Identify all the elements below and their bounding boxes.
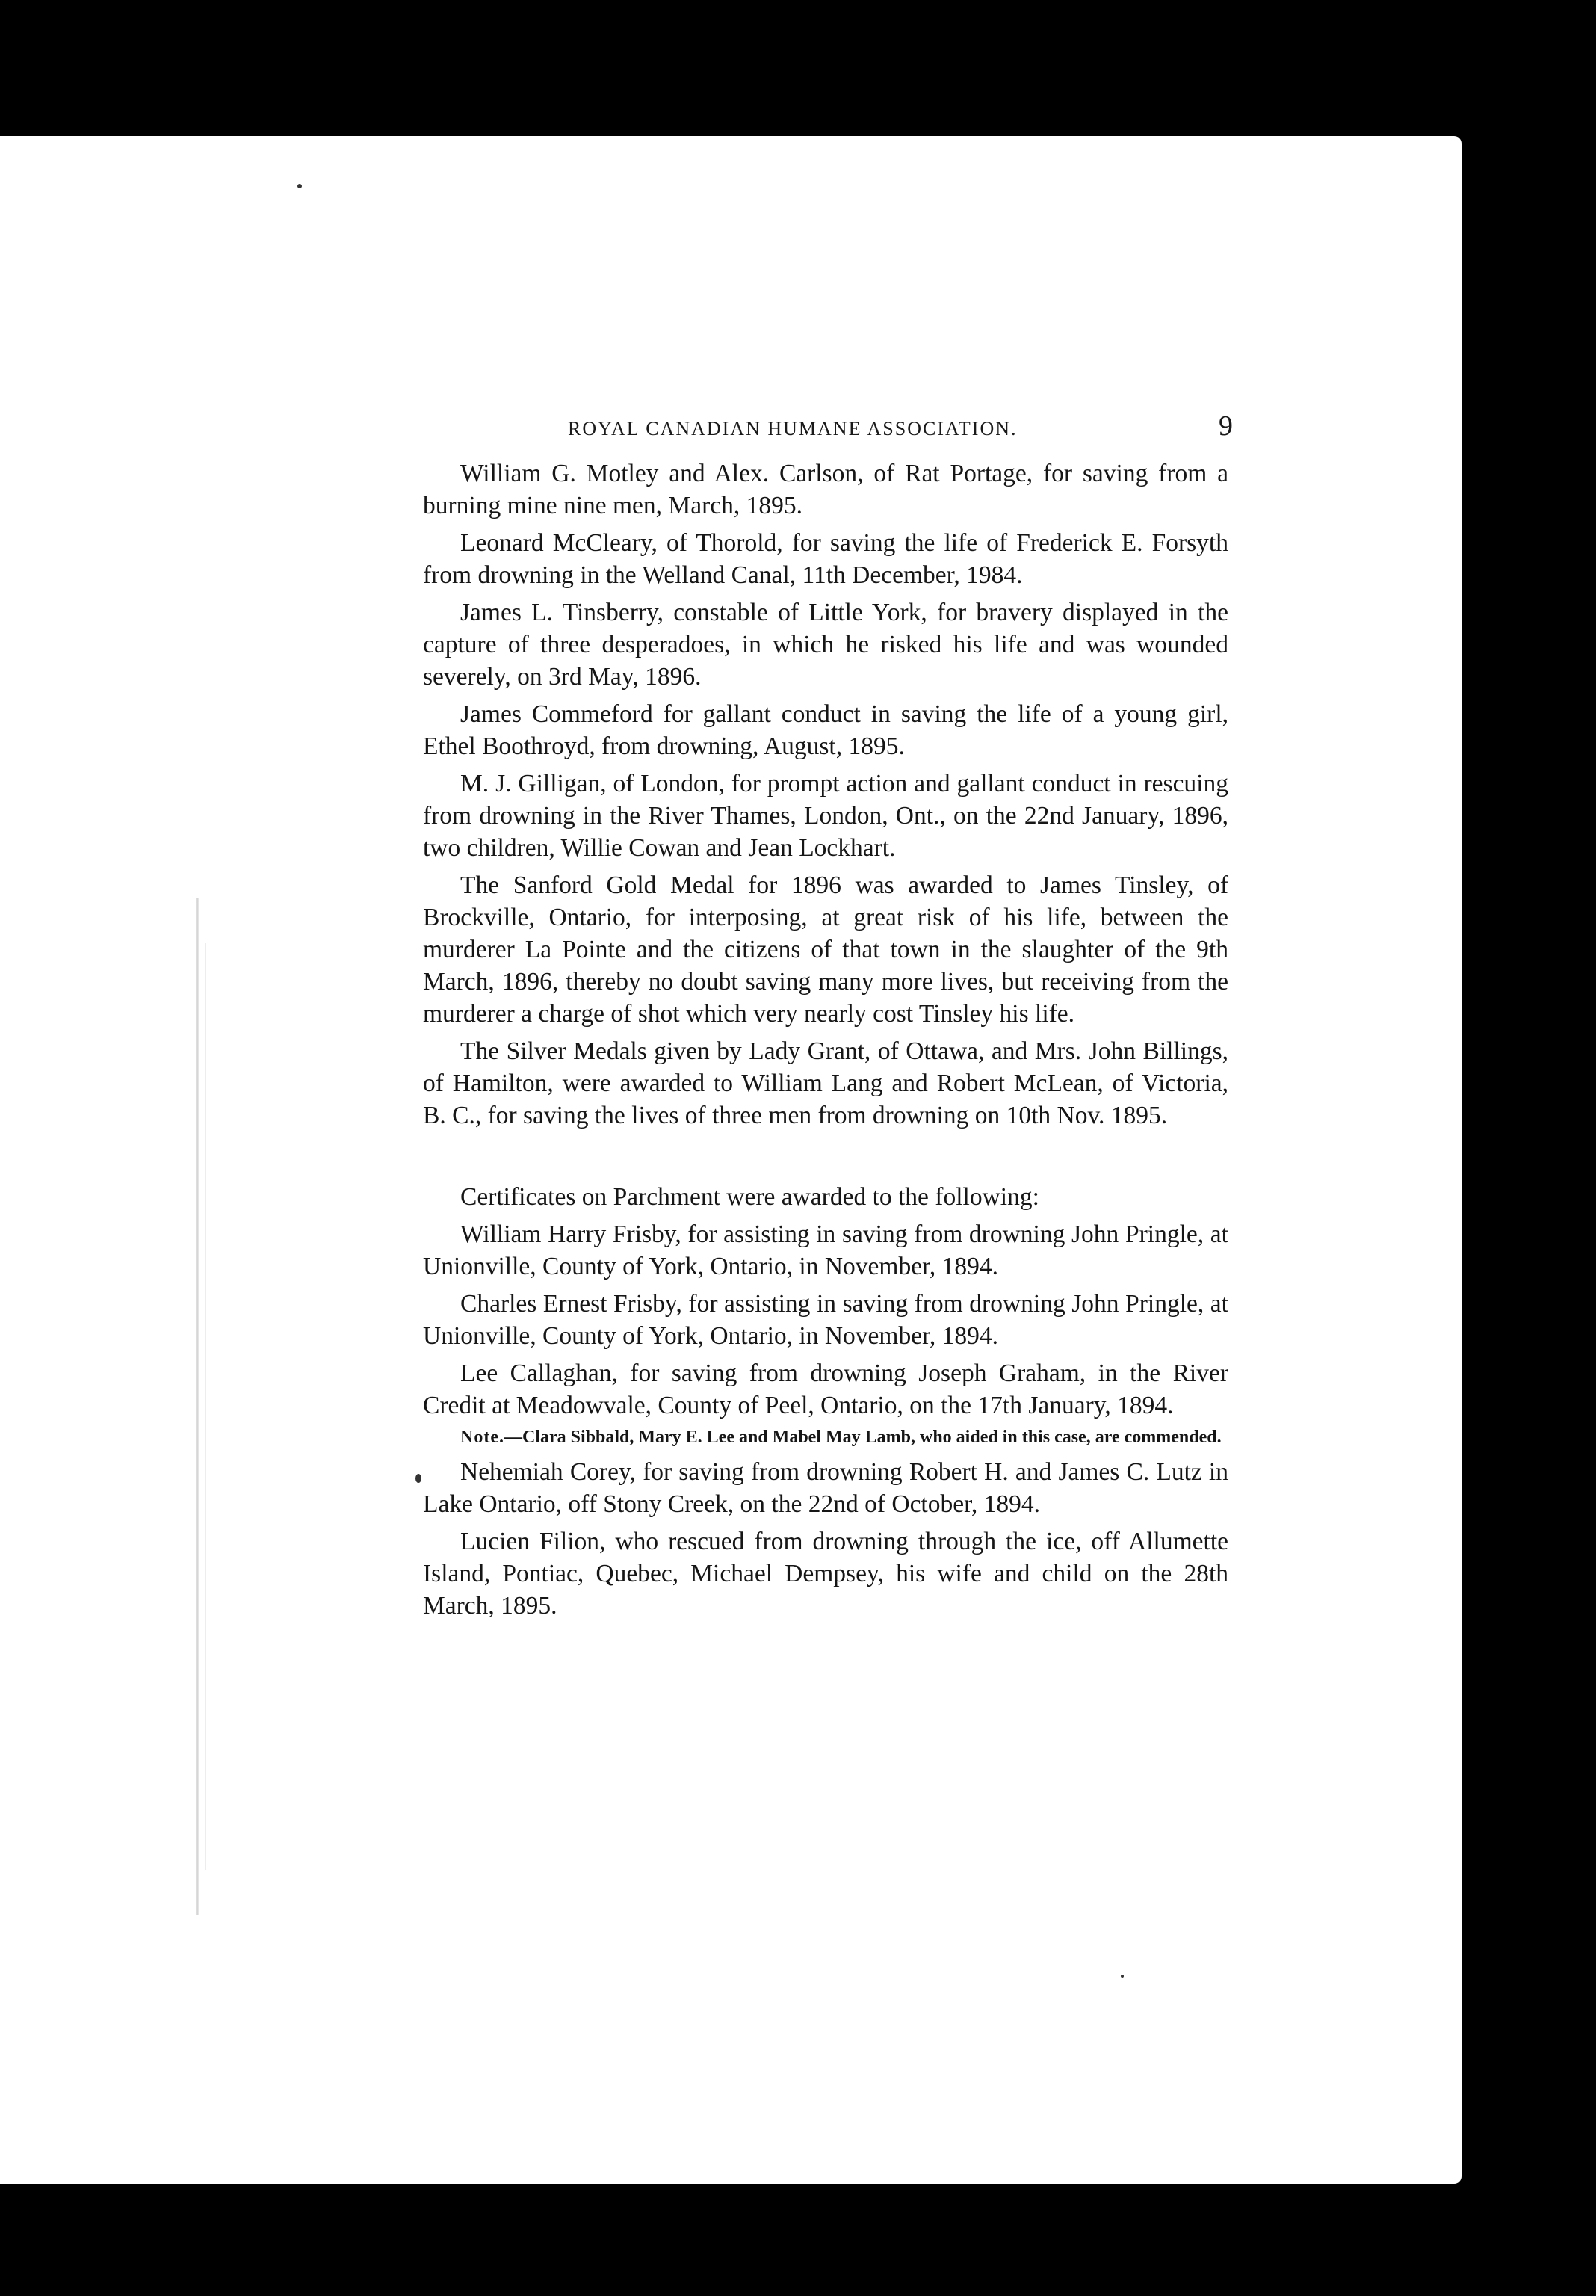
header-title: ROYAL CANADIAN HUMANE ASSOCIATION. — [568, 418, 1018, 439]
paragraph: James L. Tinsberry, constable of Little York, for bravery displayed in the capture of three desperadoes, in which he risked his life and was wounded severely, on 3rd May, 1896. — [423, 599, 1228, 691]
paragraph: The Silver Medals given by Lady Grant, of Ottawa, and Mrs. John Billings, of Hamilton, were awarded to William Lang and Robert McLean, of Victoria, B. C., for saving the lives of three men from drowning on 10th Nov. 1895. — [423, 1037, 1228, 1129]
paragraph: James Commeford for gallant conduct in saving the life of a young girl, Ethel Boothroyd, from drowning, August, 1895. — [423, 700, 1228, 760]
body-text — [423, 457, 1228, 1627]
page-fold-crease-shadow — [205, 943, 206, 1870]
certificate-entry: Nehemiah Corey, for saving from drowning Robert H. and James C. Lutz in Lake Ontario, off Stony Creek, on the 22nd of October, 1894. — [423, 1458, 1228, 1518]
scan-speck — [1121, 1975, 1124, 1978]
note-label: Note. — [460, 1428, 504, 1447]
certificate-entry: Lucien Filion, who rescued from drowning through the ice, off Allumette Island, Pontiac, Quebec, Michael Dempsey, his wife and child on the 28th March, 1895. — [423, 1528, 1228, 1620]
note — [423, 1427, 1228, 1448]
scan-speck — [297, 184, 302, 188]
scan-speck — [415, 1474, 421, 1483]
certificate-entry: Lee Callaghan, for saving from drowning Joseph Graham, in the River Credit at Meadowvale, County of Peel, Ontario, on the 17th January, 1894. — [423, 1360, 1228, 1419]
page-fold-crease — [196, 898, 199, 1915]
paragraph: Leonard McCleary, of Thorold, for saving the life of Frederick E. Forsyth from drowning in the Welland Canal, 11th December, 1984. — [423, 529, 1228, 589]
note-text: —Clara Sibbald, Mary E. Lee and Mabel May Lamb, who aided in this case, are commended. — [504, 1428, 1222, 1447]
certificate-entry: Charles Ernest Frisby, for assisting in saving from drowning John Pringle, at Unionville, County of York, Ontario, in November, 1894. — [423, 1290, 1228, 1350]
paragraph: William G. Motley and Alex. Carlson, of Rat Portage, for saving from a burning mine nine men, March, 1895. — [423, 460, 1228, 519]
certificates-heading: Certificates on Parchment were awarded to the following: — [460, 1183, 1039, 1211]
page-number: 9 — [1219, 410, 1233, 442]
paragraph: M. J. Gilligan, of London, for prompt action and gallant conduct in rescuing from drowning in the River Thames, London, Ont., on the 22nd January, 1896, two children, Willie Cowan and Jean Lockhart. — [423, 770, 1228, 862]
certificate-entry: William Harry Frisby, for assisting in saving from drowning John Pringle, at Unionville, County of York, Ontario, in November, 1894. — [423, 1220, 1228, 1280]
running-header — [418, 410, 1233, 442]
paragraph: The Sanford Gold Medal for 1896 was awarded to James Tinsley, of Brockville, Ontario, for interposing, at great risk of his life, between the murderer La Pointe and the citizens of that town in the slaughter of the 9th March, 1896, thereby no doubt saving many more lives, but receiving from the murderer a charge of shot which very nearly cost Tinsley his life. — [423, 871, 1228, 1028]
